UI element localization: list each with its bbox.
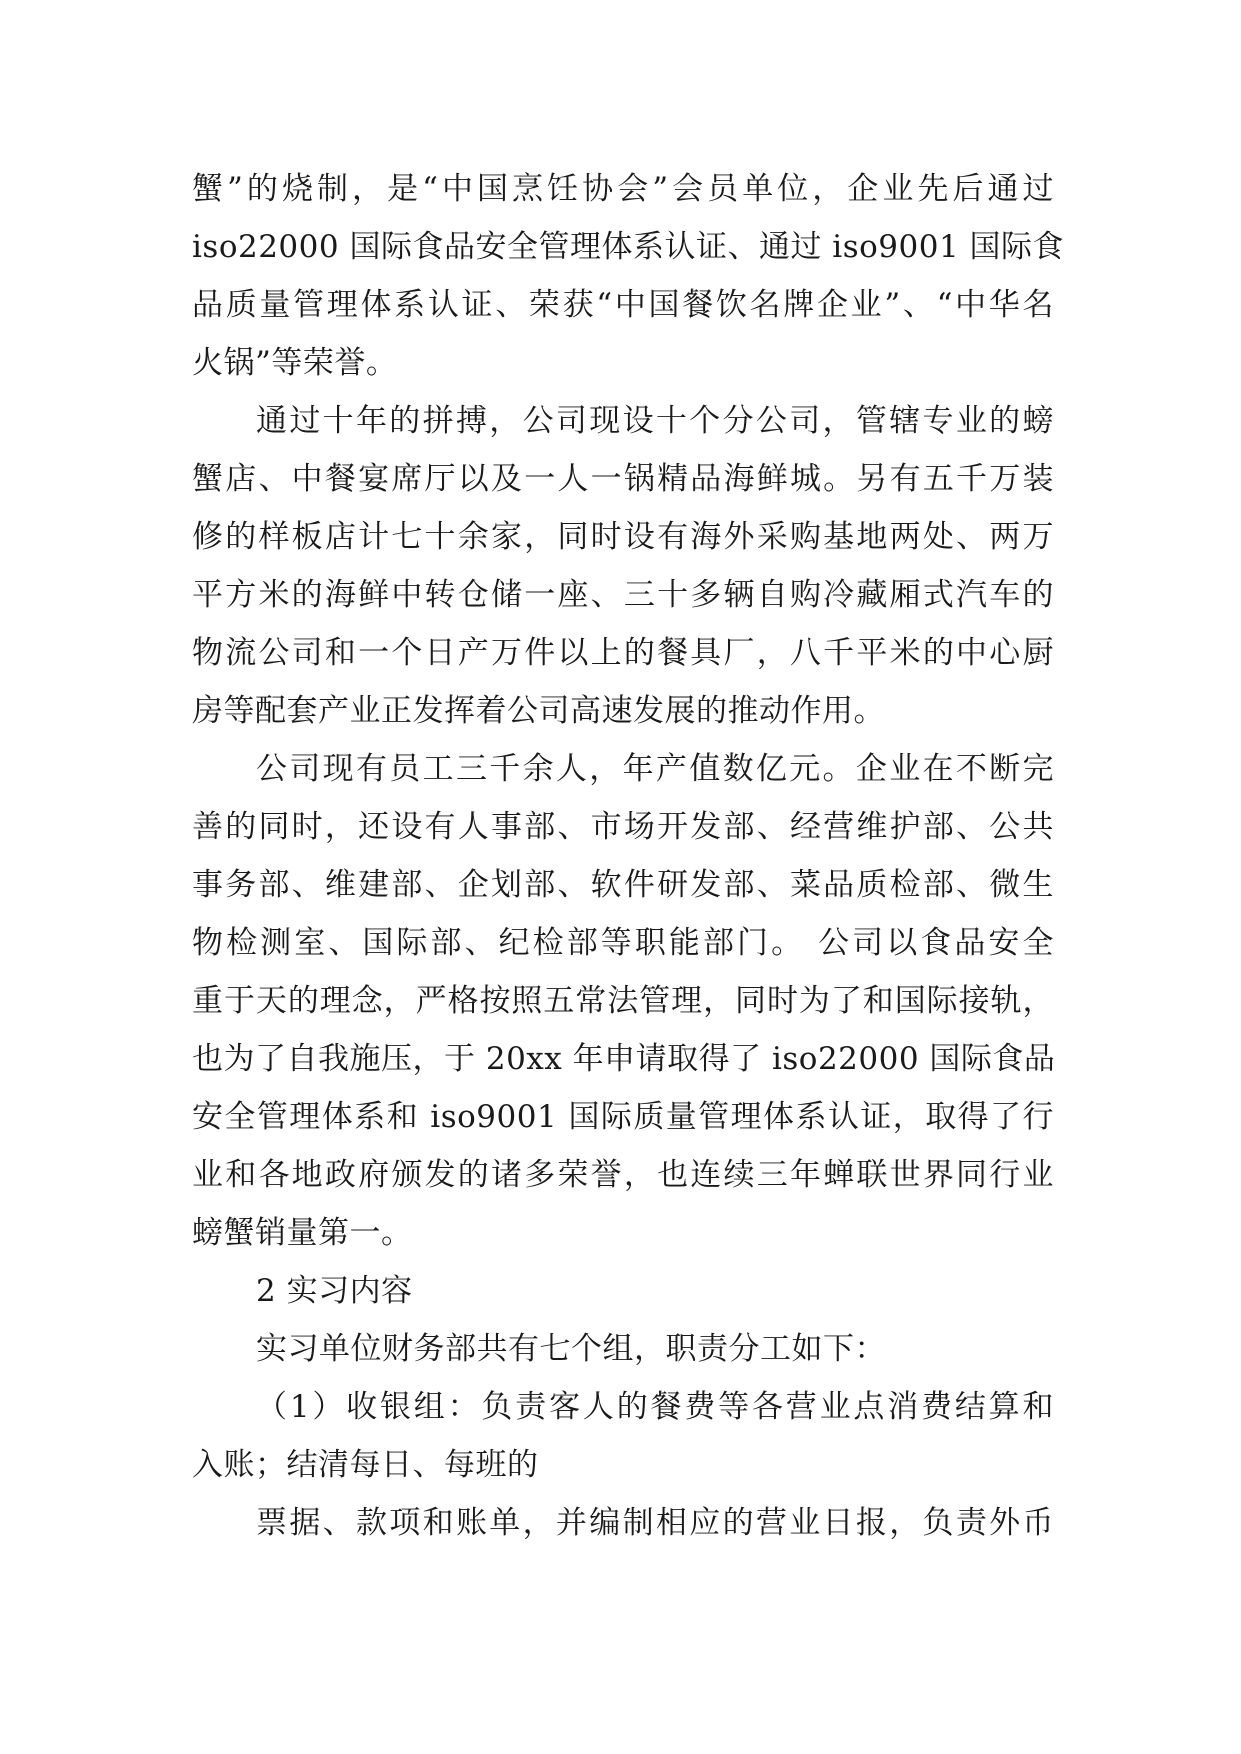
text-line: 票据、款项和账单，并编制相应的营业日报，负责外币 bbox=[256, 1505, 1054, 1541]
text-line: 实习单位财务部共有七个组，职责分工如下： bbox=[256, 1331, 886, 1367]
text-line: 火锅”等荣誉。 bbox=[192, 345, 398, 381]
paragraph-7 bbox=[192, 1494, 1054, 1552]
text-line: 事务部、维建部、企划部、软件研发部、菜品质检部、微生 bbox=[192, 867, 1054, 903]
paragraph-5 bbox=[192, 1320, 1054, 1378]
text-line: 物流公司和一个日产万件以上的餐具厂，八千平米的中心厨 bbox=[192, 635, 1054, 671]
paragraph-6 bbox=[192, 1378, 1054, 1494]
text-line: 房等配套产业正发挥着公司高速发展的推动作用。 bbox=[192, 693, 885, 729]
text-line: 品质量管理体系认证、荣获“中国餐饮名牌企业”、“中华名 bbox=[192, 287, 1054, 323]
text-line: 通过十年的拼搏，公司现设十个分公司，管辖专业的螃 bbox=[256, 403, 1054, 439]
text-line: iso22000 国际食品安全管理体系认证、通过 iso9001 国际食 bbox=[192, 229, 1065, 265]
heading-text: 2 实习内容 bbox=[256, 1273, 413, 1309]
text-line: 公司现有员工三千余人，年产值数亿元。企业在不断完 bbox=[256, 751, 1054, 787]
paragraph-1 bbox=[192, 160, 1065, 392]
document-body bbox=[192, 160, 1065, 1552]
section-heading bbox=[192, 1262, 1054, 1320]
paragraph-3 bbox=[192, 740, 1054, 1262]
text-line: （1）收银组：负责客人的餐费等各营业点消费结算和 bbox=[256, 1389, 1054, 1425]
text-line: 平方米的海鲜中转仓储一座、三十多辆自购冷藏厢式汽车的 bbox=[192, 577, 1054, 613]
text-line: 业和各地政府颁发的诸多荣誉，也连续三年蝉联世界同行业 bbox=[192, 1157, 1054, 1193]
text-line: 善的同时，还设有人事部、市场开发部、经营维护部、公共 bbox=[192, 809, 1054, 845]
text-line: 安全管理体系和 iso9001 国际质量管理体系认证，取得了行 bbox=[192, 1099, 1054, 1135]
text-line: 也为了自我施压，于 20xx 年申请取得了 iso22000 国际食品 bbox=[192, 1041, 1056, 1077]
text-line: 重于天的理念，严格按照五常法管理，同时为了和国际接轨， bbox=[192, 983, 1054, 1019]
text-line: 螃蟹销量第一。 bbox=[192, 1215, 413, 1251]
text-line: 修的样板店计七十余家，同时设有海外采购基地两处、两万 bbox=[192, 519, 1054, 555]
text-line: 蟹”的烧制，是“中国烹饪协会”会员单位，企业先后通过 bbox=[192, 171, 1054, 207]
text-line: 入账；结清每日、每班的 bbox=[192, 1447, 539, 1483]
text-line: 物检测室、国际部、纪检部等职能部门。 公司以食品安全 bbox=[192, 925, 1054, 961]
text-line: 蟹店、中餐宴席厅以及一人一锅精品海鲜城。另有五千万装 bbox=[192, 461, 1054, 497]
paragraph-2 bbox=[192, 392, 1054, 740]
